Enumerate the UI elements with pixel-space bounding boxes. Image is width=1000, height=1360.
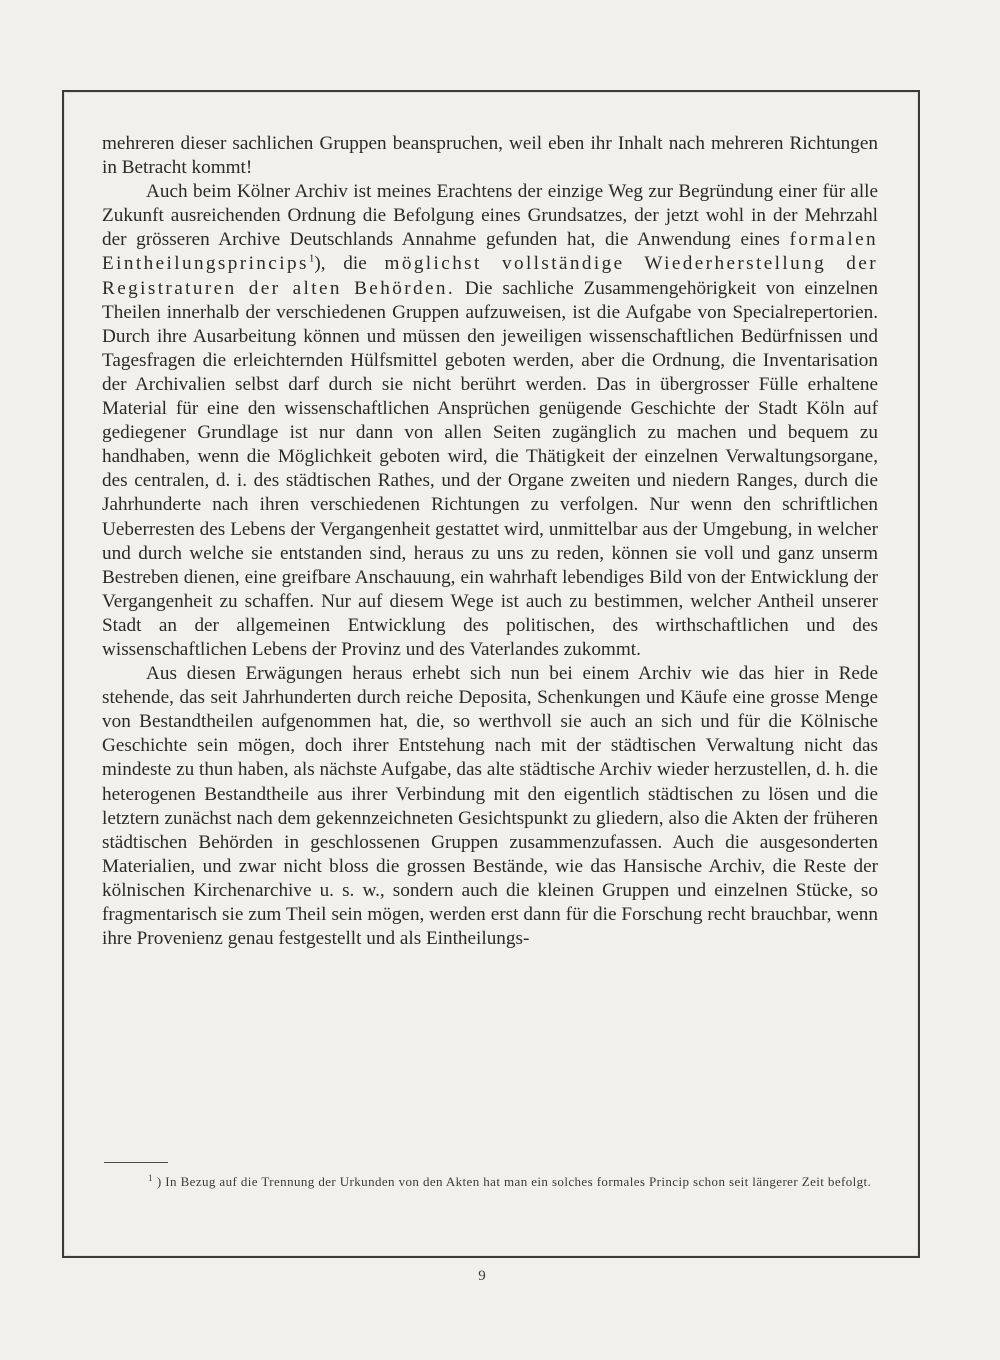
footnote xyxy=(104,1172,876,1191)
emphasized-text: formalen Eintheilungsprincips xyxy=(102,229,878,275)
footnote-marker-paren: ) xyxy=(156,1174,166,1189)
footnote-reference: 1 xyxy=(308,253,315,266)
paragraph xyxy=(102,662,878,951)
text-run: ), die xyxy=(314,253,385,275)
footnote-marker: 1 xyxy=(148,1172,153,1183)
text-run: Die sachliche Zusammengehörigkeit von einzelnen Theilen innerhalb der verschiedenen Gruppen aufzuweisen, ist die Aufgabe von Specialrepertorien. Durch ihre Ausarbeitung können und müssen den jeweiligen wissenschaftlichen Bedürfnissen und Tagesfragen die erleichternden Hülfsmittel geboten werden, aber die Ordnung, die Inventarisation der Archivalien selbst darf durch sie nicht berührt werden. Das in übergrosser Fülle erhaltene Material für eine den wissenschaftlichen Ansprüchen genügende Geschichte der Stadt Köln auf gediegener Grundlage ist nur dann von allen Seiten zugänglich zu machen und bequem zu handhaben, wenn die Möglichkeit geboten wird, die Thätigkeit der einzelnen Verwaltungsorgane, des centralen, d. i. des städtischen Rathes, und der Organe zweiten und niedern Ranges, durch die Jahrhunderte nach ihren verschiedenen Richtungen zu verfolgen. Nur wenn den schriftlichen Ueberresten des Lebens der Vergangenheit gestattet wird, unmittelbar aus der Umgebung, in welcher und durch welche sie entstanden sind, heraus zu uns zu reden, können sie voll und ganz unserm Bestreben dienen, eine greifbare Anschauung, ein wahrhaft lebendiges Bild von der Entwicklung der Vergangenheit zu schaffen. Nur auf diesem Wege ist auch zu bestimmen, welcher Antheil unserer Stadt an der allgemeinen Entwicklung des politischen, des wirthschaftlichen und des wissenschaftlichen Lebens der Provinz und des Vaterlandes zukommt. xyxy=(102,277,878,660)
footnote-separator xyxy=(104,1162,168,1163)
footnote-text: In Bezug auf die Trennung der Urkunden von den Akten hat man ein solches formales Princip schon seit längerer Zeit befolgt. xyxy=(165,1174,872,1189)
paragraph xyxy=(102,180,878,662)
paragraph xyxy=(102,132,878,180)
body-text xyxy=(102,132,878,951)
text-run: Auch beim Kölner Archiv ist meines Erachtens der einzige Weg zur Begründung einer für alle Zukunft ausreichenden Ordnung die Befolgung eines Grundsatzes, der jetzt wohl in der Mehrzahl der grösseren Archive Deutschlands Annahme gefunden hat, die Anwendung eines xyxy=(102,181,878,251)
page-number: 9 xyxy=(478,1268,486,1284)
text-run: Aus diesen Erwägungen heraus erhebt sich nun bei einem Archiv wie das hier in Rede stehende, das seit Jahrhunderten durch reiche Deposita, Schenkungen und Käufe eine grosse Menge von Bestandtheilen aufgenommen hat, die, so werthvoll sie auch an sich und für die Kölnische Geschichte sein mögen, doch ihrer Entstehung nach mit der städtischen Verwaltung nicht das mindeste zu thun haben, als nächste Aufgabe, das alte städtische Archiv wieder herzustellen, d. h. die heterogenen Bestandtheile aus ihrer Verbindung mit den eigentlich städtischen zu lösen und die letztern zunächst nach dem gekennzeichneten Gesichtspunkt zu gliedern, also die Akten der früheren städtischen Behörden in geschlossenen Gruppen zusammenzufassen. Auch die ausgesonderten Materialien, und zwar nicht bloss die grossen Bestände, wie das Hansische Archiv, die Reste der kölnischen Kirchenarchive u. s. w., sondern auch die kleinen Gruppen und einzelnen Stücke, so fragmentarisch sie zum Theil sein mögen, werden erst dann für die Forschung recht brauchbar, wenn ihre Provenienz genau festgestellt und als Eintheilungs- xyxy=(102,663,878,950)
emphasized-text: möglichst vollständige Wiederherstellung der Registraturen der alten Behörden. xyxy=(102,253,878,299)
text-run: mehreren dieser sachlichen Gruppen beanspruchen, weil eben ihr Inhalt nach mehreren Richtungen in Betracht kommt! xyxy=(102,133,878,179)
